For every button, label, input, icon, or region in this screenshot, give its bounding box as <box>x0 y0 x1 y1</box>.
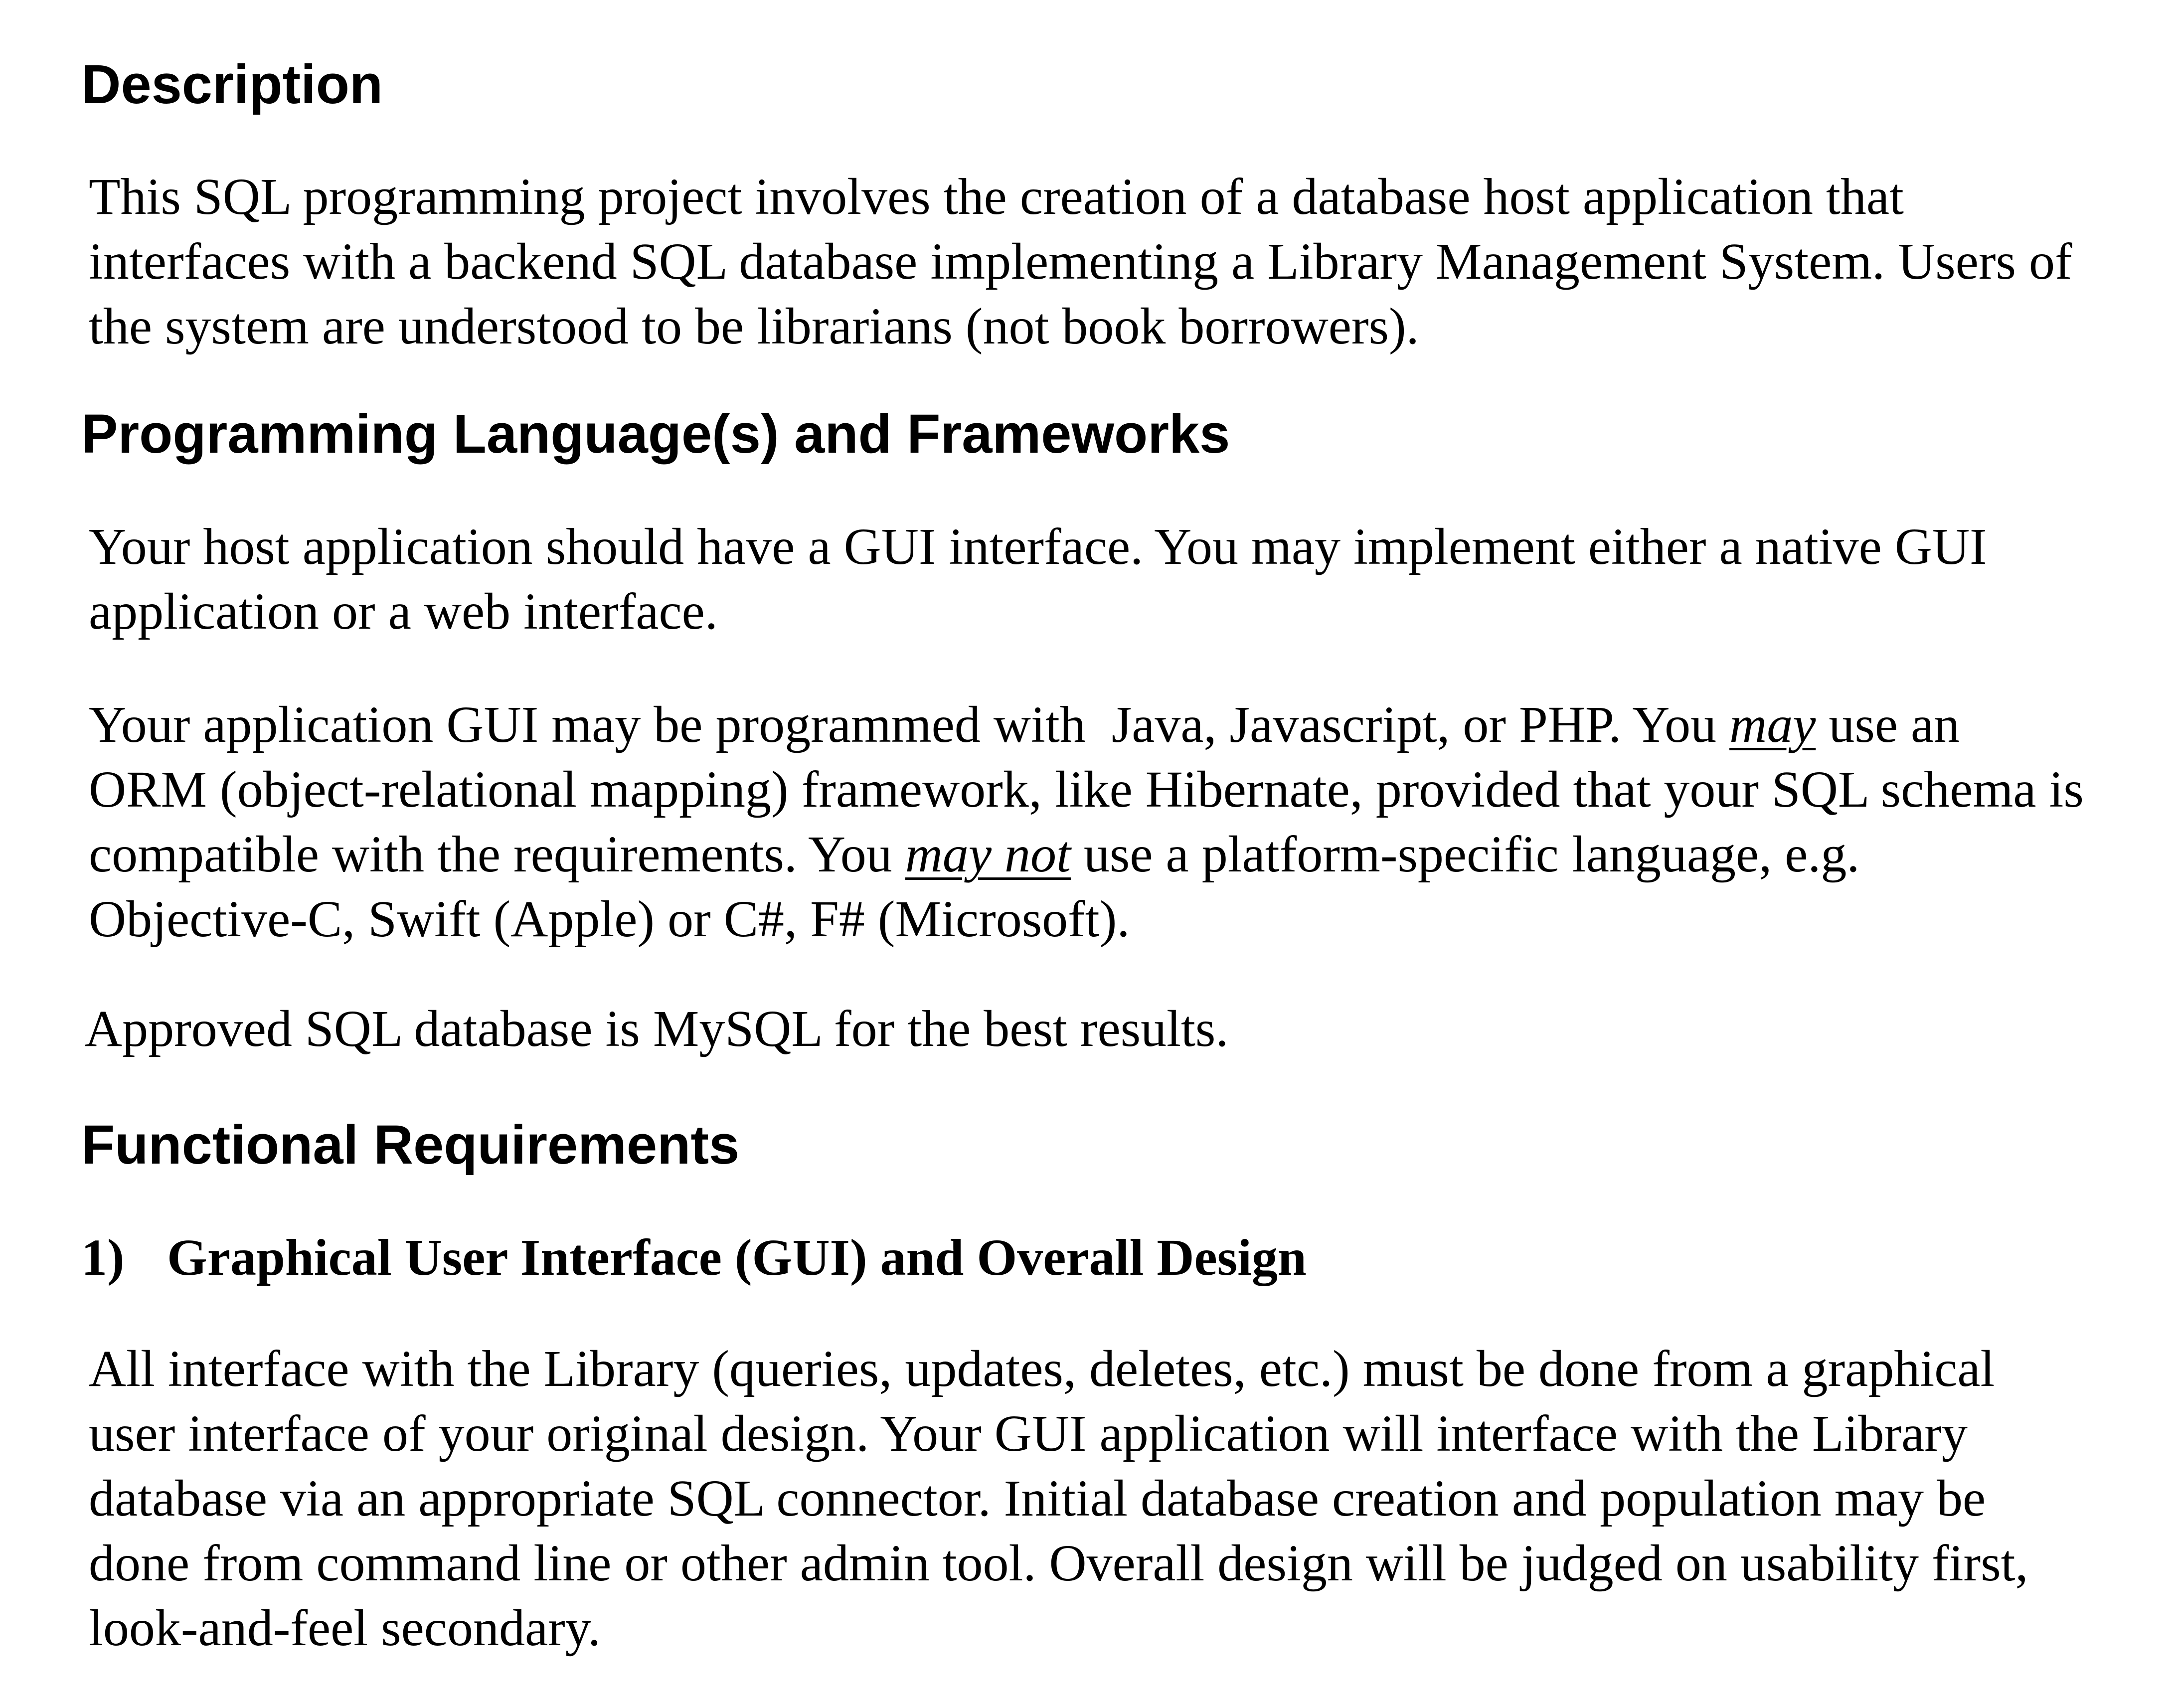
requirement-1-heading <box>81 1225 1307 1290</box>
requirement-1-line-1: All interface with the Library (queries, updates, deletes, etc.) must be done from a graphical <box>89 1340 1995 1397</box>
languages-p2-line-1-before: Your application GUI may be programmed with Java, Javascript, or PHP. You <box>89 696 1730 753</box>
requirement-1-paragraph <box>89 1337 2083 1661</box>
languages-paragraph-1 <box>89 514 2083 644</box>
languages-p2-line-3-after: use a platform-specific language, e.g. <box>1070 826 1860 883</box>
requirement-1-line-4: done from command line or other admin tool. Overall design will be judged on usability first, <box>89 1535 2028 1592</box>
description-line-2: interfaces with a backend SQL database implementing a Library Management System. Users of <box>89 233 2072 290</box>
languages-paragraph-2 <box>89 692 2083 952</box>
languages-p1-line-2: application or a web interface. <box>89 583 718 640</box>
languages-p2-line-3 <box>89 822 2083 887</box>
description-paragraph <box>89 165 2083 359</box>
languages-p2-line-2: ORM (object-relational mapping) framework, like Hibernate, provided that your SQL schema is <box>89 761 2084 818</box>
requirement-1-line-5: look-and-feel secondary. <box>89 1599 601 1657</box>
emphasis-may-not: may not <box>905 826 1071 883</box>
languages-p2-line-4: Objective-C, Swift (Apple) or C#, F# (Microsoft). <box>89 890 1130 948</box>
description-line-3: the system are understood to be librarians (not book borrowers). <box>89 298 1419 355</box>
requirement-1-line-2: user interface of your original design. Your GUI application will interface with the Library <box>89 1405 1968 1462</box>
languages-p2-line-1-after: use an <box>1816 696 1960 753</box>
description-line-1: This SQL programming project involves the creation of a database host application that <box>89 168 1904 225</box>
languages-paragraph-3 <box>85 997 2079 1061</box>
description-heading: Description <box>81 54 383 115</box>
emphasis-may: may <box>1729 696 1816 753</box>
languages-p2-line-1 <box>89 692 2083 757</box>
functional-heading: Functional Requirements <box>81 1114 740 1176</box>
requirement-1-number: 1) <box>81 1229 125 1286</box>
requirement-1-line-3: database via an appropriate SQL connector. Initial database creation and population may be <box>89 1470 1986 1527</box>
languages-heading: Programming Language(s) and Frameworks <box>81 403 1230 465</box>
languages-p3-line-1: Approved SQL database is MySQL for the best results. <box>85 1000 1229 1057</box>
requirement-1-title: Graphical User Interface (GUI) and Overall Design <box>167 1229 1307 1286</box>
languages-p2-line-3-before: compatible with the requirements. You <box>89 826 905 883</box>
languages-p1-line-1: Your host application should have a GUI interface. You may implement either a native GUI <box>89 518 1987 575</box>
